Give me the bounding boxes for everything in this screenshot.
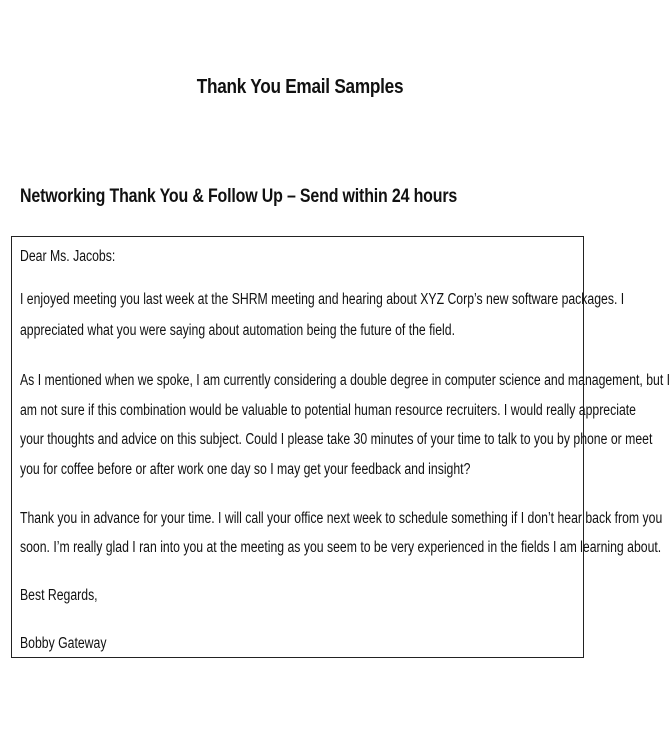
paragraph-2-line-1: As I mentioned when we spoke, I am currently considering a double degree in computer science and management, but I	[20, 372, 670, 389]
paragraph-1-line-1: I enjoyed meeting you last week at the SHRM meeting and hearing about XYZ Corp’s new software packages. I	[20, 291, 625, 308]
paragraph-3-line-1: Thank you in advance for your time. I will call your office next week to schedule something if I don’t hear back from you	[20, 510, 663, 527]
paragraph-2-line-2: am not sure if this combination would be valuable to potential human resource recruiters. I would really appreciate	[20, 402, 636, 419]
letter-salutation: Dear Ms. Jacobs:	[20, 248, 116, 265]
letter-signature: Bobby Gateway	[20, 635, 107, 652]
paragraph-2-line-4: you for coffee before or after work one day so I may get your feedback and insight?	[20, 461, 471, 478]
paragraph-1-line-2: appreciated what you were saying about automation being the future of the field.	[20, 322, 455, 339]
paragraph-2-line-3: your thoughts and advice on this subject. Could I please take 30 minutes of your time to talk to you by phone or meet	[20, 431, 653, 448]
paragraph-3-line-2: soon. I’m really glad I ran into you at the meeting as you seem to be very experienced in the fields I am learning about.	[20, 539, 662, 556]
letter-box	[11, 236, 670, 658]
document-title: Thank You Email Samples	[196, 76, 404, 98]
section-heading: Networking Thank You & Follow Up – Send within 24 hours	[20, 186, 458, 207]
letter-closing: Best Regards,	[20, 587, 98, 604]
